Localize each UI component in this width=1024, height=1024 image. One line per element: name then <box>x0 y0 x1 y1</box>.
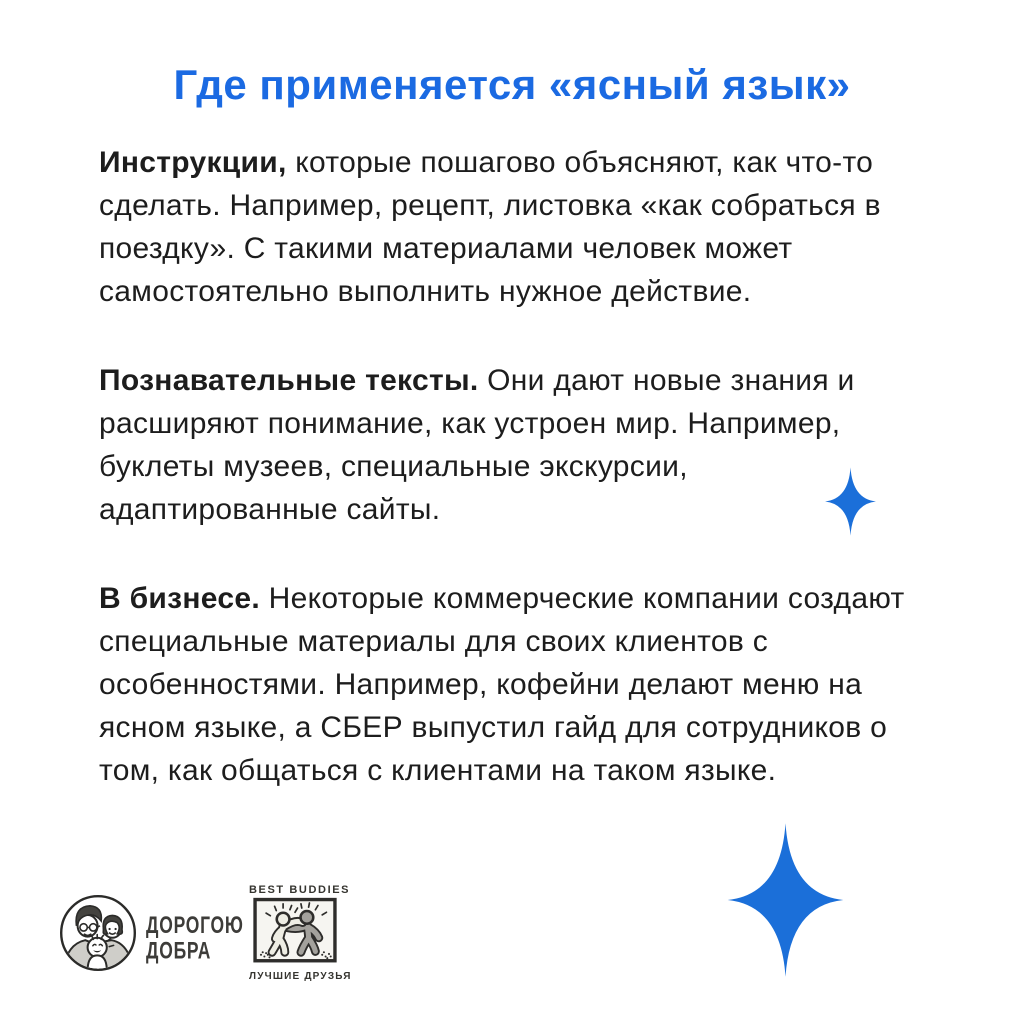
paragraph-lead: Познавательные тексты. <box>99 364 479 397</box>
dorogoyu-dobra-wordmark-line2: ДОБРА <box>146 936 212 964</box>
best-buddies-title: BEST BUDDIES <box>249 884 351 896</box>
dorogoyu-dobra-emblem-icon <box>58 893 138 973</box>
paragraph-text: Некоторые коммерческие компании создают специальные материалы для своих клиентов с особенностями. Например, кофейни делают меню на ясном языке, а СБЕР выпустил гайд для сотрудников о том, как общаться с клиентами на таком языке. <box>99 582 905 787</box>
paragraph-text: Они дают новые знания и расширяют понимание, как устроен мир. Например, буклеты музеев, специальные экскурсии, адаптированные сайты. <box>99 364 855 526</box>
paragraph-lead: Инструкции, <box>99 146 287 179</box>
paragraph-educational-texts <box>99 359 932 531</box>
best-buddies-subtitle: ЛУЧШИЕ ДРУЗЬЯ <box>249 971 352 982</box>
page-title: Где применяется «ясный язык» <box>173 61 851 108</box>
logo-dorogoyu-dobra <box>58 892 244 976</box>
logo-best-buddies <box>249 884 352 982</box>
sparkle-small-icon <box>823 466 878 537</box>
sparkle-large-icon <box>723 820 848 980</box>
content <box>99 141 932 838</box>
dorogoyu-dobra-wordmark <box>146 912 244 963</box>
paragraph-instructions <box>99 141 932 313</box>
paragraph-business <box>99 577 932 792</box>
dorogoyu-dobra-wordmark-line1: ДОРОГОЮ <box>146 910 244 939</box>
paragraph-text: которые пошагово объясняют, как что-то сделать. Например, рецепт, листовка «как собраться в поездку». С такими материалами человек может самостоятельно выполнить нужное действие. <box>99 146 881 308</box>
best-buddies-emblem-icon <box>252 897 338 965</box>
paragraph-lead: В бизнесе. <box>99 582 260 615</box>
